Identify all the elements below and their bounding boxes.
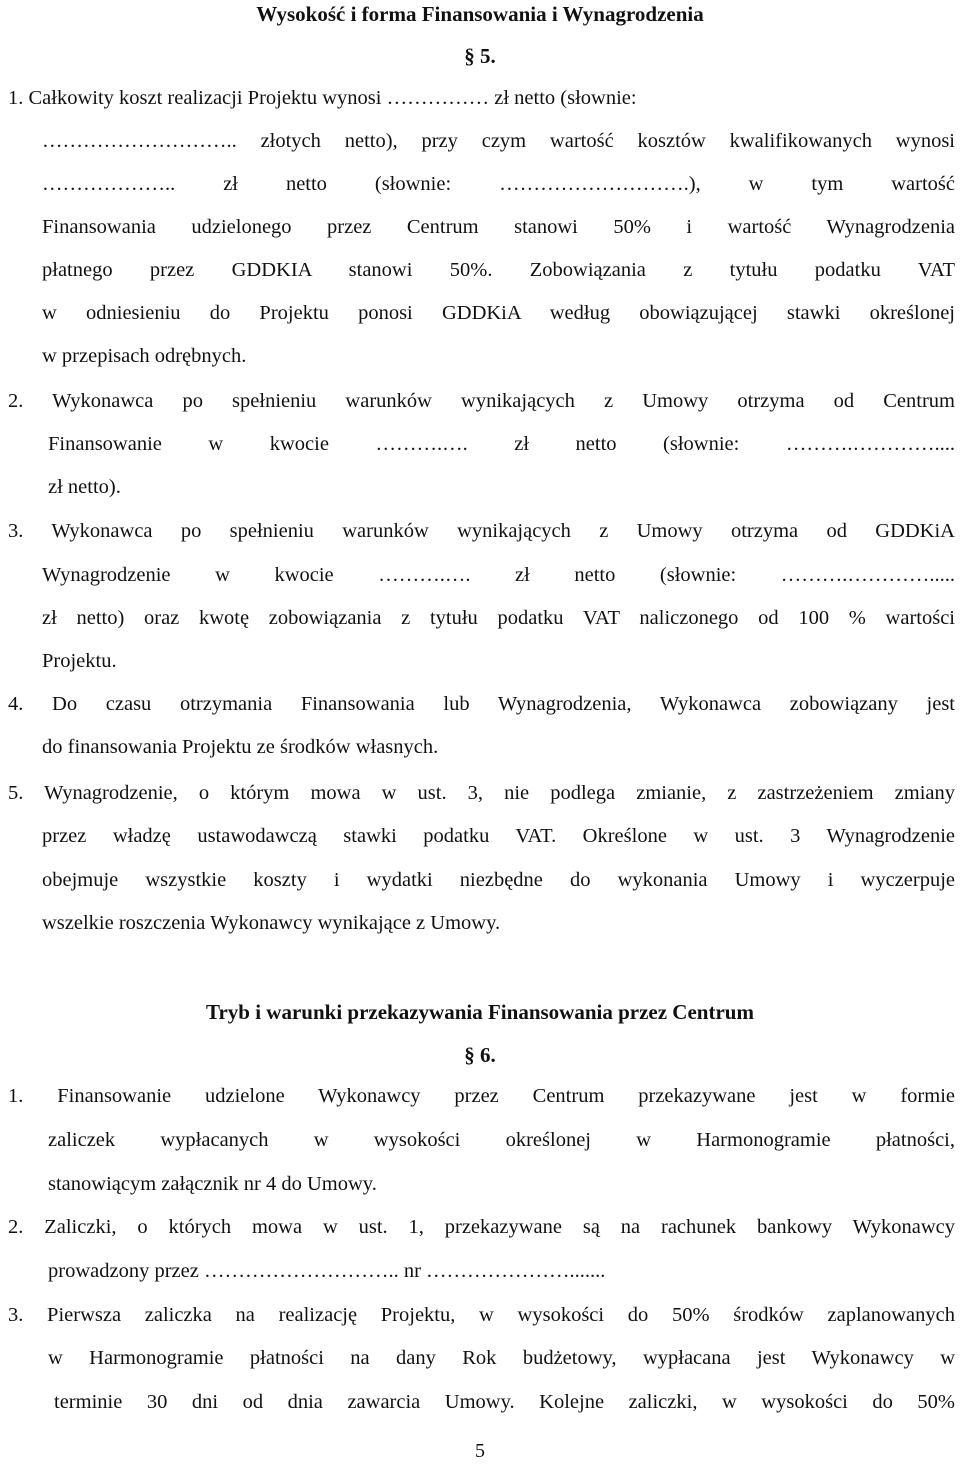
section1-line: 3. Wykonawca po spełnieniu warunków wynikających z Umowy otrzyma od GDDKiA	[8, 520, 955, 542]
section1-line: ……………….. zł netto (słownie: ……………………….), w tym wartość	[42, 173, 955, 195]
section1-line: w odniesieniu do Projektu ponosi GDDKiA według obowiązującej stawki określonej	[42, 302, 955, 324]
section2-line: 2. Zaliczki, o których mowa w ust. 1, przekazywane są na rachunek bankowy Wykonawcy	[8, 1216, 955, 1238]
section1-line: ……………………….. złotych netto), przy czym wartość kosztów kwalifikowanych wynosi	[42, 130, 955, 152]
section1-line: wszelkie roszczenia Wykonawcy wynikające z Umowy.	[42, 912, 501, 934]
section2-heading: Tryb i warunki przekazywania Finansowania przez Centrum	[206, 1000, 754, 1024]
section1-line: 4. Do czasu otrzymania Finansowania lub Wynagrodzenia, Wykonawca zobowiązany jest	[8, 693, 955, 715]
section2-line: prowadzony przez ……………………….. nr ………………….......	[48, 1260, 606, 1282]
section1-line: Wynagrodzenie w kwocie ……….…. zł netto (słownie: ……….………….....	[42, 564, 955, 586]
section2-line: stanowiącym załącznik nr 4 do Umowy.	[48, 1173, 377, 1195]
section2-line: terminie 30 dni od dnia zawarcia Umowy. Kolejne zaliczki, w wysokości do 50%	[54, 1391, 955, 1413]
section1-line: 1. Całkowity koszt realizacji Projektu wynosi …………… zł netto (słownie:	[8, 87, 637, 109]
page-number: 5	[475, 1440, 485, 1462]
section1-line: 5. Wynagrodzenie, o którym mowa w ust. 3, nie podlega zmianie, z zastrzeżeniem zmiany	[8, 782, 955, 804]
section1-line: 2. Wykonawca po spełnieniu warunków wynikających z Umowy otrzyma od Centrum	[8, 390, 955, 412]
section1-heading: Wysokość i forma Finansowania i Wynagrodzenia	[256, 2, 704, 26]
section1-line: Finansowania udzielonego przez Centrum stanowi 50% i wartość Wynagrodzenia	[42, 216, 955, 238]
section1-paragraph-number: § 5.	[464, 44, 496, 68]
section1-line: zł netto) oraz kwotę zobowiązania z tytułu podatku VAT naliczonego od 100 % wartości	[42, 607, 955, 629]
section2-paragraph-number: § 6.	[464, 1043, 496, 1067]
section2-line: w Harmonogramie płatności na dany Rok budżetowy, wypłacana jest Wykonawcy w	[48, 1347, 955, 1369]
section1-line: Projektu.	[42, 650, 117, 672]
section1-line: w przepisach odrębnych.	[42, 345, 247, 367]
section1-line: płatnego przez GDDKIA stanowi 50%. Zobowiązania z tytułu podatku VAT	[42, 259, 955, 281]
section1-line: do finansowania Projektu ze środków własnych.	[42, 736, 439, 758]
section1-line: obejmuje wszystkie koszty i wydatki niezbędne do wykonania Umowy i wyczerpuje	[42, 869, 955, 891]
section2-line: zaliczek wypłacanych w wysokości określonej w Harmonogramie płatności,	[48, 1129, 955, 1151]
section2-line: 1. Finansowanie udzielone Wykonawcy przez Centrum przekazywane jest w formie	[8, 1085, 955, 1107]
section1-line: zł netto).	[48, 476, 121, 498]
section1-line: Finansowanie w kwocie ……….…. zł netto (słownie: ……….…………....	[48, 433, 955, 455]
section2-line: 3. Pierwsza zaliczka na realizację Projektu, w wysokości do 50% środków zaplanowanych	[8, 1304, 955, 1326]
section1-line: przez władzę ustawodawczą stawki podatku VAT. Określone w ust. 3 Wynagrodzenie	[42, 825, 955, 847]
